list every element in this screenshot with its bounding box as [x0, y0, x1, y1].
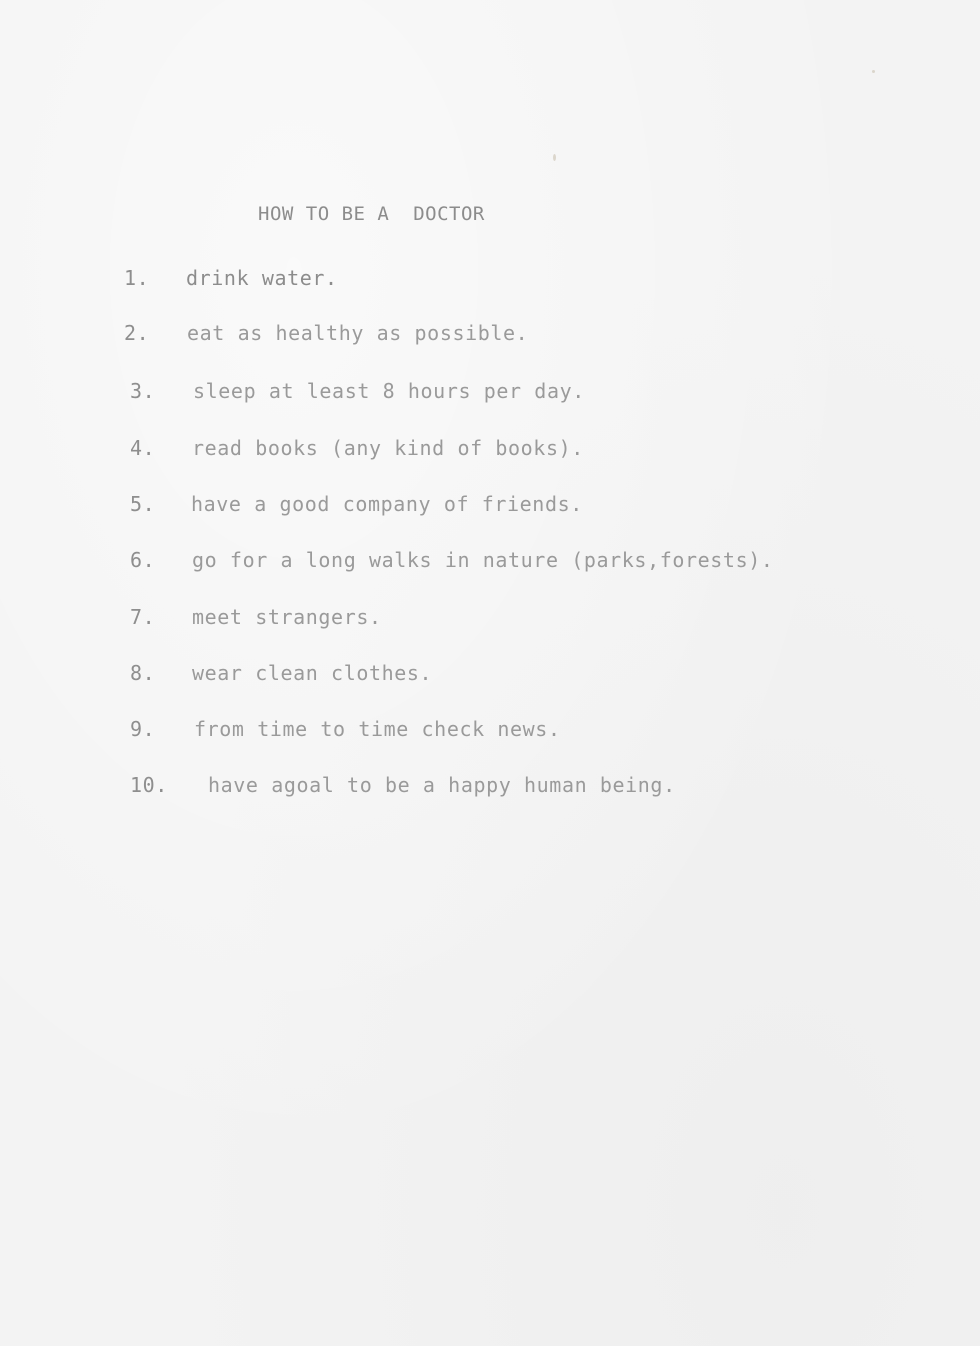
- item-number: 5.: [130, 492, 156, 516]
- item-number: 1.: [124, 266, 150, 290]
- paper-speck: [872, 70, 875, 73]
- item-number: 2.: [124, 321, 150, 345]
- item-text: meet strangers.: [192, 605, 382, 629]
- item-text: from time to time check news.: [194, 717, 561, 741]
- page-title: HOW TO BE A DOCTOR: [258, 203, 485, 225]
- item-number: 8.: [130, 661, 156, 685]
- paper-speck: [553, 154, 556, 161]
- item-text: eat as healthy as possible.: [187, 321, 529, 345]
- item-text: go for a long walks in nature (parks,forests).: [192, 548, 774, 572]
- item-number: 9.: [130, 717, 156, 741]
- item-text: sleep at least 8 hours per day.: [193, 379, 585, 403]
- item-number: 3.: [130, 379, 156, 403]
- item-text: wear clean clothes.: [192, 661, 433, 685]
- list-item: [130, 771, 676, 883]
- item-number: 10.: [130, 773, 168, 797]
- item-text: have a good company of friends.: [191, 492, 583, 516]
- item-number: 4.: [130, 436, 156, 460]
- item-text: read books (any kind of books).: [192, 436, 584, 460]
- item-text: drink water.: [186, 266, 338, 290]
- item-number: 6.: [130, 548, 156, 572]
- item-text: have agoal to be a happy human being.: [208, 773, 676, 797]
- item-number: 7.: [130, 605, 156, 629]
